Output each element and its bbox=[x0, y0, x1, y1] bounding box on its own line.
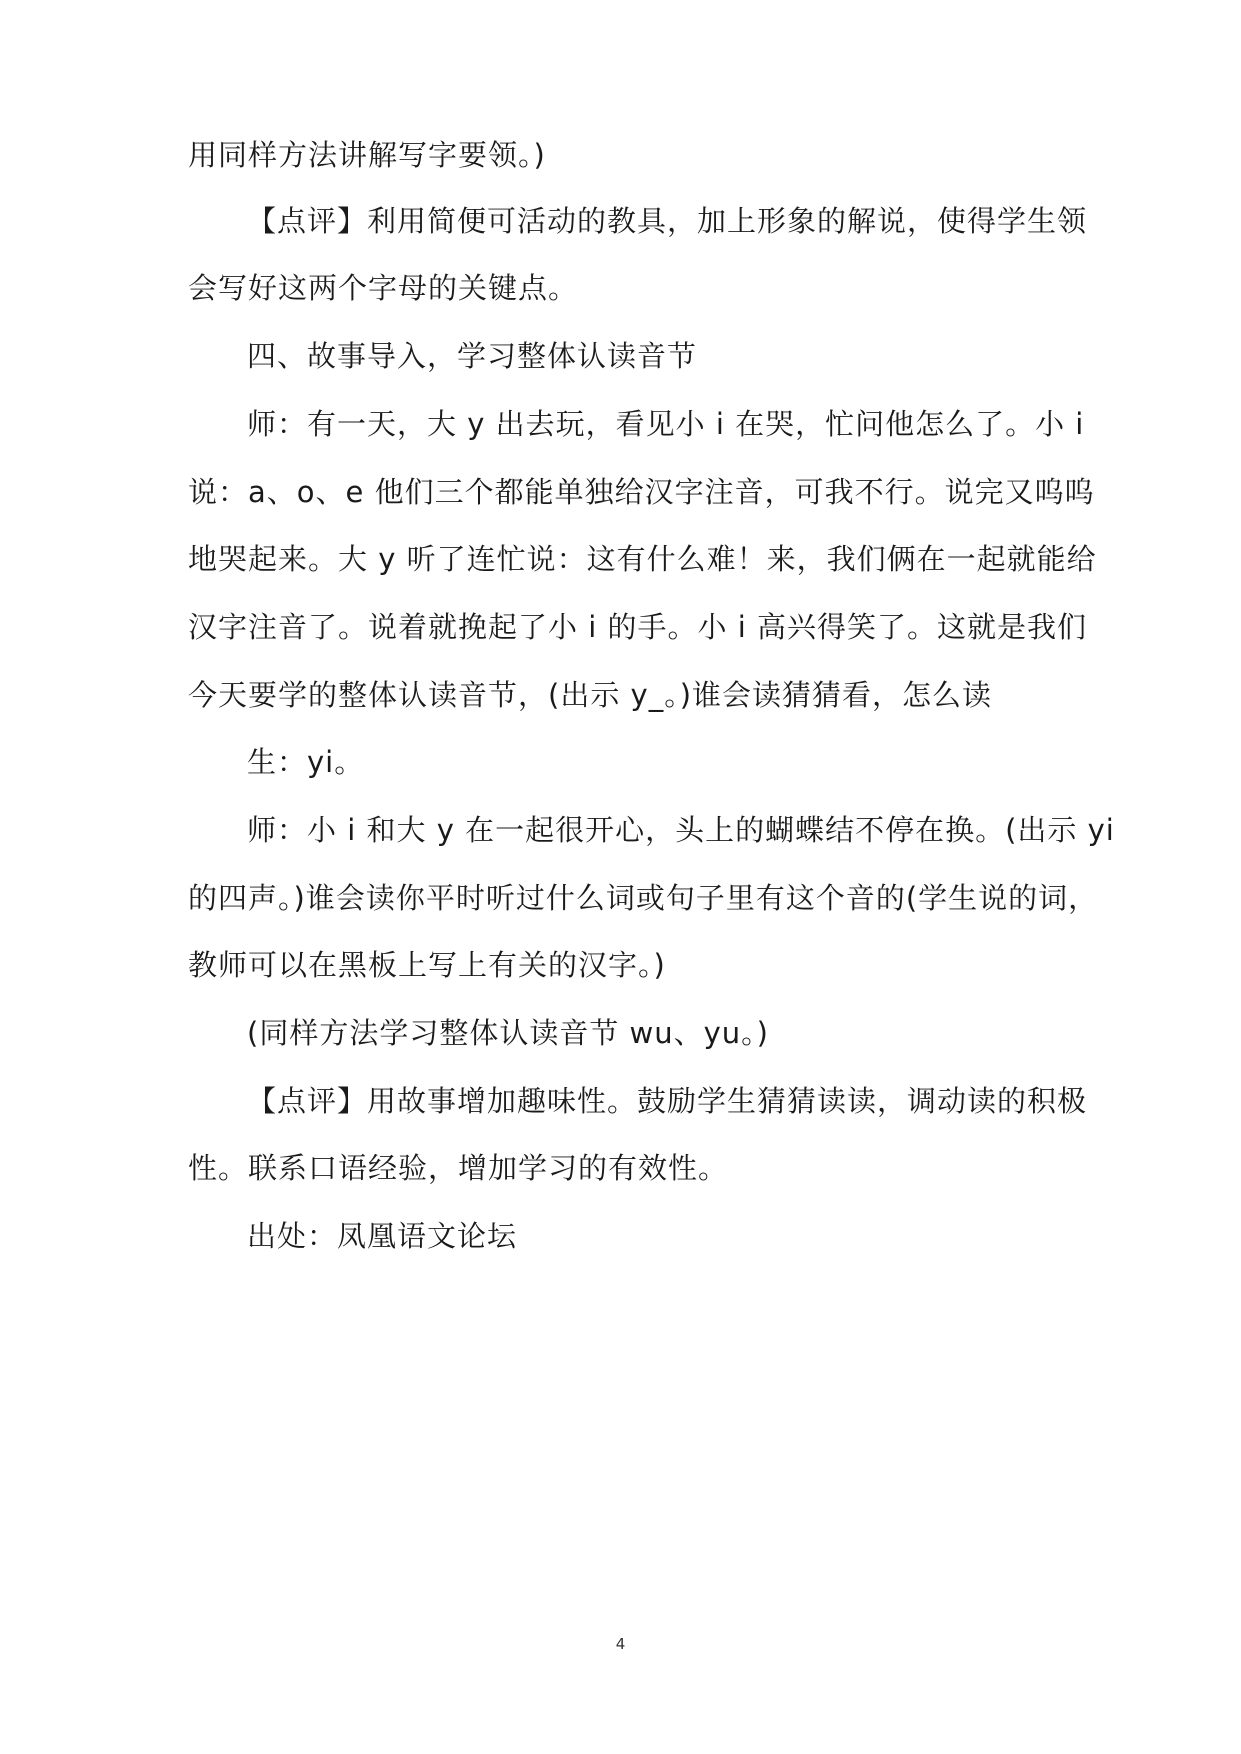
text-line: 生：yi。 bbox=[247, 745, 365, 779]
text-line: 【点评】利用简便可活动的教具，加上形象的解说，使得学生领 bbox=[247, 204, 1088, 238]
text-line: 【点评】用故事增加趣味性。鼓励学生猜猜读读，调动读的积极 bbox=[247, 1084, 1088, 1118]
section-heading: 四、故事导入，学习整体认读音节 bbox=[247, 339, 698, 373]
text-line: (同样方法学习整体认读音节 wu、yu。) bbox=[247, 1016, 769, 1050]
text-line: 汉字注音了。说着就挽起了小 i 的手。小 i 高兴得笑了。这就是我们 bbox=[188, 610, 1087, 644]
text-line: 今天要学的整体认读音节，(出示 y_。)谁会读猜猜看，怎么读 bbox=[188, 678, 993, 712]
text-line: 用同样方法讲解写字要领。) bbox=[188, 138, 546, 172]
text-line: 说：a、o、e 他们三个都能单独给汉字注音，可我不行。说完又呜呜 bbox=[188, 475, 1095, 509]
text-line: 会写好这两个字母的关键点。 bbox=[188, 271, 579, 305]
text-line: 地哭起来。大 y 听了连忙说：这有什么难！来，我们俩在一起就能给 bbox=[188, 542, 1097, 576]
text-line: 性。联系口语经验，增加学习的有效性。 bbox=[188, 1151, 729, 1185]
text-line: 教师可以在黑板上写上有关的汉字。) bbox=[188, 948, 666, 982]
page-number: 4 bbox=[615, 1635, 626, 1653]
source-line: 出处：凤凰语文论坛 bbox=[247, 1219, 518, 1253]
text-line: 师：有一天，大 y 出去玩，看见小 i 在哭，忙问他怎么了。小 i bbox=[247, 407, 1085, 441]
text-line: 的四声。)谁会读你平时听过什么词或句子里有这个音的(学生说的词， bbox=[188, 881, 1099, 915]
text-line: 师：小 i 和大 y 在一起很开心，头上的蝴蝶结不停在换。(出示 yi bbox=[247, 813, 1115, 847]
